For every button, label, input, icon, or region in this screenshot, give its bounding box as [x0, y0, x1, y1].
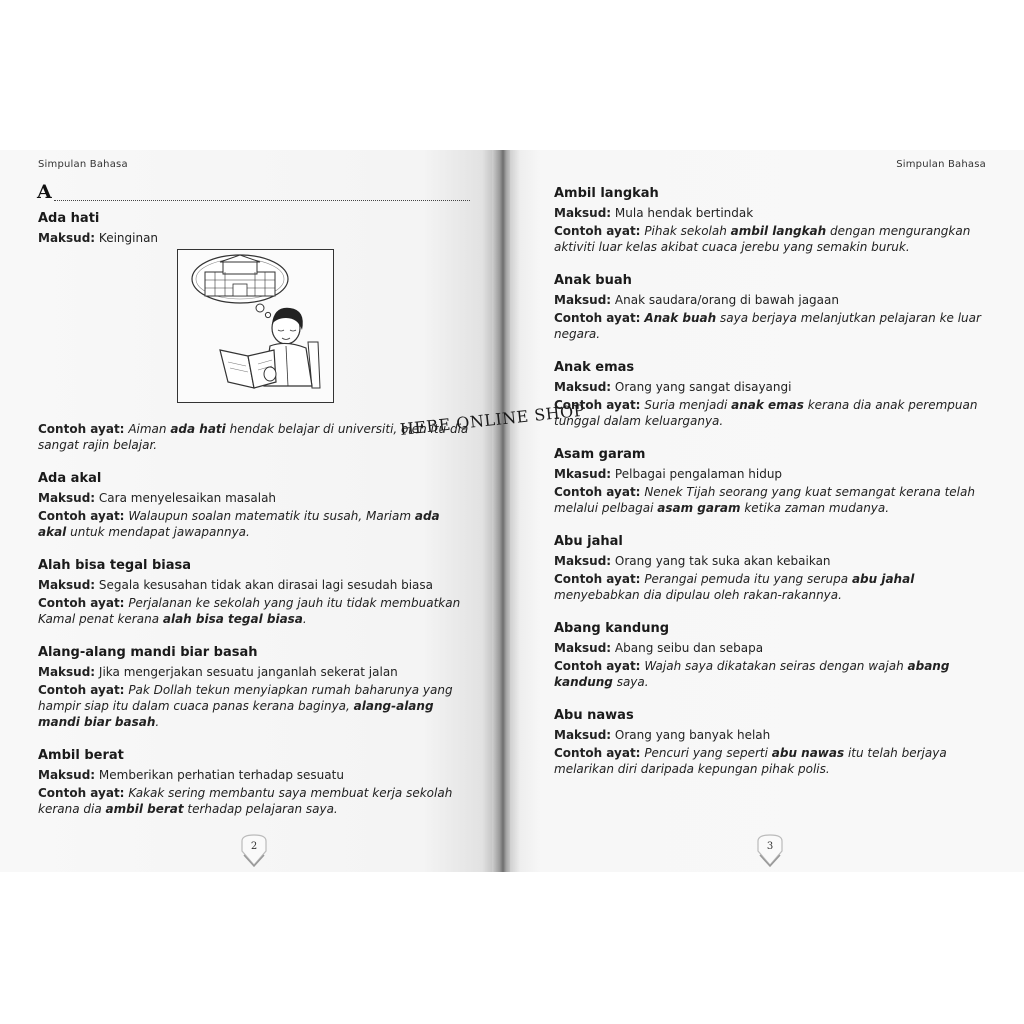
idiom-example: Contoh ayat: Pihak sekolah ambil langkah dengan mengurangkan aktiviti luar kelas akibat cuaca jerebu yang semakin buruk.: [554, 224, 971, 254]
page-number-left: [239, 833, 269, 869]
left-page: [0, 150, 497, 872]
idiom-entry: [554, 533, 996, 603]
idiom-term: Abu jahal: [554, 534, 623, 549]
page-number-text: 3: [766, 841, 774, 852]
shop-watermark: HEBE ONLINE SHOP: [399, 400, 586, 439]
idiom-example: Contoh ayat: Pak Dollah tekun menyiapkan rumah baharunya yang hampir siap itu dalam cuaca panas kerana baginya, alang-alang mandi biar basah.: [38, 683, 453, 729]
idiom-term: Asam garam: [554, 447, 646, 462]
idiom-example: Contoh ayat: Walaupun soalan matematik itu susah, Mariam ada akal untuk mendapat jawapannya.: [38, 509, 440, 539]
idiom-entry: [554, 185, 996, 255]
student-dreaming-university-icon: [178, 250, 333, 402]
idiom-entry: [554, 620, 996, 690]
idiom-term: Ada hati: [38, 211, 100, 226]
idiom-meaning: Maksud: Orang yang banyak helah: [554, 728, 771, 742]
book-spread: [0, 150, 1024, 872]
idiom-example: Contoh ayat: Pencuri yang seperti abu nawas itu telah berjaya melarikan diri daripada kepungan pihak polis.: [554, 746, 947, 776]
running-head-right: Simpulan Bahasa: [896, 159, 986, 170]
idiom-meaning: Maksud: Mula hendak bertindak: [554, 206, 754, 220]
idiom-example: Contoh ayat: Aiman ada hati hendak belajar di universiti, oleh itu dia sangat rajin belajar.: [38, 422, 469, 452]
idiom-example: Contoh ayat: Perangai pemuda itu yang serupa abu jahal menyebabkan dia dipulau oleh rakan-rakannya.: [554, 572, 915, 602]
idiom-example: Contoh ayat: Suria menjadi anak emas kerana dia anak perempuan tunggal dalam keluarganya.: [554, 398, 978, 428]
running-head-left: Simpulan Bahasa: [38, 159, 128, 170]
idiom-entry: [38, 747, 470, 817]
idiom-entry: [38, 210, 470, 248]
section-letter: A: [37, 181, 52, 203]
idiom-meaning: Maksud: Anak saudara/orang di bawah jagaan: [554, 293, 839, 307]
idiom-entry: [554, 359, 996, 429]
idiom-term: Abu nawas: [554, 708, 634, 723]
idiom-term: Abang kandung: [554, 621, 670, 636]
idiom-term: Anak emas: [554, 360, 635, 375]
idiom-meaning: Maksud: Memberikan perhatian terhadap sesuatu: [38, 768, 344, 782]
student-reading-illustration: [177, 249, 334, 403]
idiom-example: Contoh ayat: Nenek Tijah seorang yang kuat semangat kerana telah melalui pelbagai asam garam ketika zaman mudanya.: [554, 485, 975, 515]
idiom-meaning: Maksud: Abang seibu dan sebapa: [554, 641, 764, 655]
idiom-meaning: Maksud: Orang yang tak suka akan kebaikan: [554, 554, 831, 568]
idiom-meaning: Maksud: Keinginan: [38, 231, 159, 245]
idiom-entry: [38, 470, 470, 540]
idiom-term: Ambil berat: [38, 748, 124, 763]
idiom-entry: [38, 557, 470, 627]
page-number-text: 2: [250, 841, 258, 852]
right-page: [510, 150, 1024, 872]
dotted-divider: [54, 200, 470, 201]
page-number-right: [755, 833, 785, 869]
idiom-example: Contoh ayat: Anak buah saya berjaya melanjutkan pelajaran ke luar negara.: [554, 311, 981, 341]
idiom-meaning: Maksud: Jika mengerjakan sesuatu janganlah sekerat jalan: [38, 665, 398, 679]
idiom-meaning: Maksud: Segala kesusahan tidak akan dirasai lagi sesudah biasa: [38, 578, 434, 592]
idiom-meaning: Mkasud: Pelbagai pengalaman hidup: [554, 467, 783, 481]
idiom-term: Alah bisa tegal biasa: [38, 558, 192, 573]
idiom-example: Contoh ayat: Kakak sering membantu saya membuat kerja sekolah kerana dia ambil berat terhadap pelajaran saya.: [38, 786, 453, 816]
idiom-term: Alang-alang mandi biar basah: [38, 645, 258, 660]
idiom-meaning: Maksud: Orang yang sangat disayangi: [554, 380, 792, 394]
idiom-entry: [38, 644, 470, 730]
idiom-term: Anak buah: [554, 273, 632, 288]
idiom-example: Contoh ayat: Perjalanan ke sekolah yang jauh itu tidak membuatkan Kamal penat kerana alah bisa tegal biasa.: [38, 596, 461, 626]
idiom-entry: [554, 272, 996, 342]
idiom-term: Ada akal: [38, 471, 102, 486]
idiom-entry: [554, 707, 996, 777]
idiom-meaning: Maksud: Cara menyelesaikan masalah: [38, 491, 277, 505]
idiom-term: Ambil langkah: [554, 186, 659, 201]
idiom-entry: [554, 446, 996, 516]
idiom-example: Contoh ayat: Wajah saya dikatakan seiras dengan wajah abang kandung saya.: [554, 659, 950, 689]
